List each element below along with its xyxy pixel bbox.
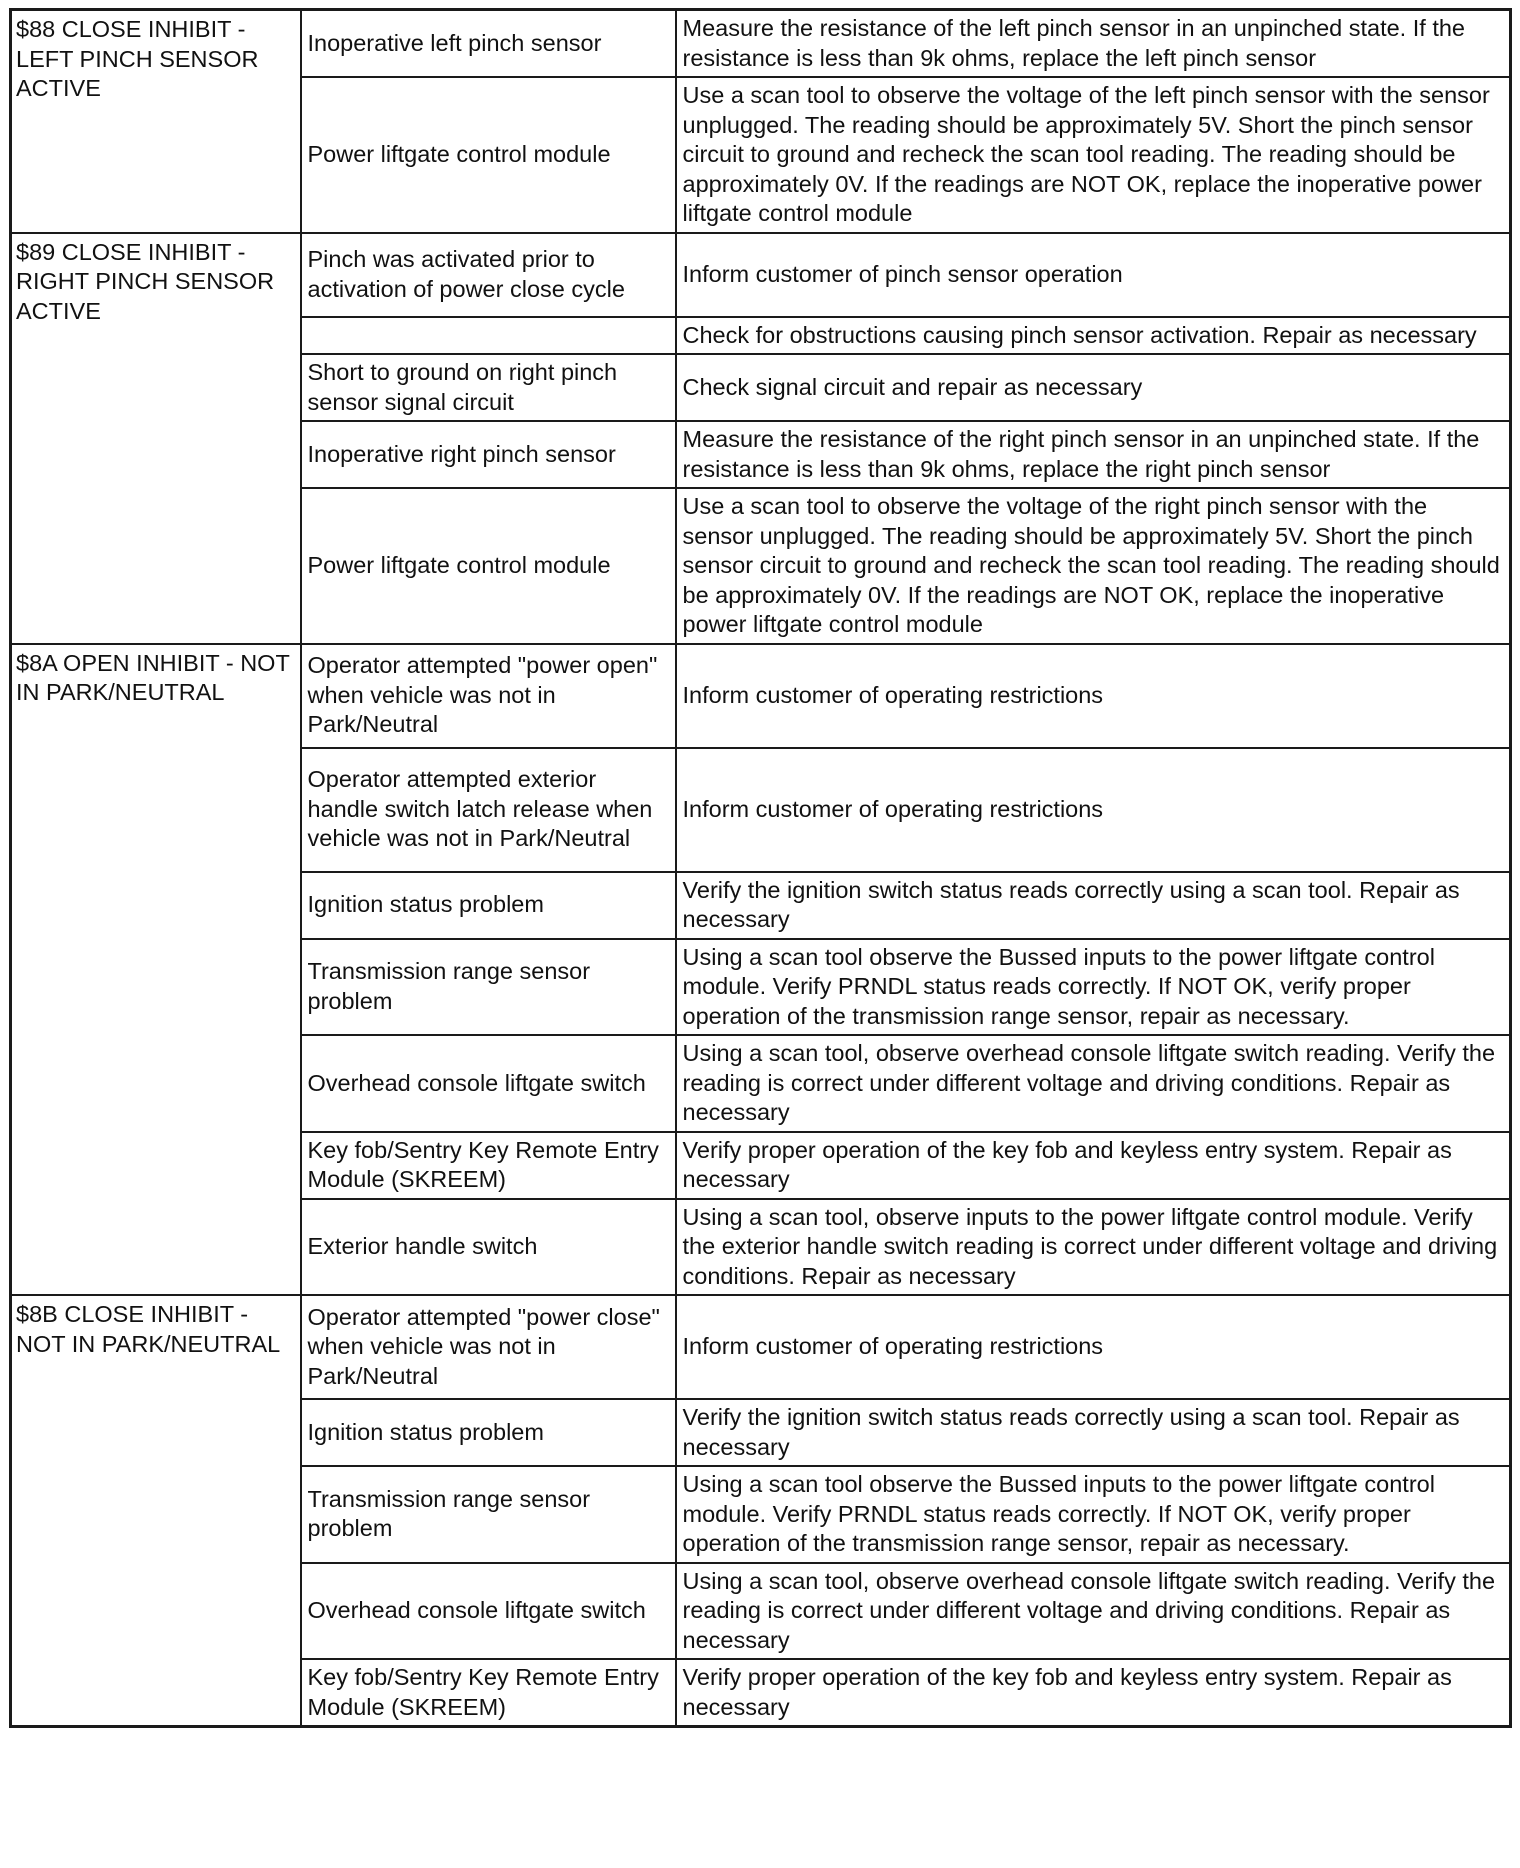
condition-cell: $88 CLOSE INHIBIT - LEFT PINCH SENSOR ACTIVE bbox=[11, 10, 301, 233]
cause-cell bbox=[301, 317, 676, 355]
action-cell: Check for obstructions causing pinch sensor activation. Repair as necessary bbox=[676, 317, 1511, 355]
cause-cell: Key fob/Sentry Key Remote Entry Module (SKREEM) bbox=[301, 1132, 676, 1199]
action-cell: Using a scan tool, observe overhead console liftgate switch reading. Verify the reading is correct under different voltage and driving conditions. Repair as necessary bbox=[676, 1563, 1511, 1660]
action-cell: Use a scan tool to observe the voltage of the right pinch sensor with the sensor unplugged. The reading should be approximately 5V. Short the pinch sensor circuit to ground and recheck the scan tool reading. The reading should be approximately 0V. If the readings are NOT OK, replace the inoperative power liftgate control module bbox=[676, 488, 1511, 644]
action-cell: Verify the ignition switch status reads correctly using a scan tool. Repair as necessary bbox=[676, 1399, 1511, 1466]
table-row bbox=[11, 644, 1511, 748]
cause-cell: Overhead console liftgate switch bbox=[301, 1563, 676, 1660]
action-cell: Inform customer of operating restrictions bbox=[676, 1295, 1511, 1399]
cause-cell: Pinch was activated prior to activation of power close cycle bbox=[301, 233, 676, 317]
table-row bbox=[11, 233, 1511, 317]
action-cell: Measure the resistance of the right pinch sensor in an unpinched state. If the resistance is less than 9k ohms, replace the right pinch sensor bbox=[676, 421, 1511, 488]
condition-cell: $89 CLOSE INHIBIT - RIGHT PINCH SENSOR ACTIVE bbox=[11, 233, 301, 644]
cause-cell: Power liftgate control module bbox=[301, 488, 676, 644]
action-cell: Measure the resistance of the left pinch sensor in an unpinched state. If the resistance is less than 9k ohms, replace the left pinch sensor bbox=[676, 10, 1511, 78]
table-row bbox=[11, 10, 1511, 78]
cause-cell: Key fob/Sentry Key Remote Entry Module (SKREEM) bbox=[301, 1659, 676, 1727]
action-cell: Using a scan tool, observe overhead console liftgate switch reading. Verify the reading is correct under different voltage and driving conditions. Repair as necessary bbox=[676, 1035, 1511, 1132]
action-cell: Inform customer of operating restrictions bbox=[676, 644, 1511, 748]
action-cell: Using a scan tool observe the Bussed inputs to the power liftgate control module. Verify PRNDL status reads correctly. If NOT OK, verify proper operation of the transmission range sensor, repair as necessary. bbox=[676, 939, 1511, 1036]
action-cell: Verify the ignition switch status reads correctly using a scan tool. Repair as necessary bbox=[676, 872, 1511, 939]
cause-cell: Transmission range sensor problem bbox=[301, 939, 676, 1036]
cause-cell: Operator attempted exterior handle switch latch release when vehicle was not in Park/Neutral bbox=[301, 748, 676, 872]
cause-cell: Operator attempted "power close" when vehicle was not in Park/Neutral bbox=[301, 1295, 676, 1399]
cause-cell: Operator attempted "power open" when vehicle was not in Park/Neutral bbox=[301, 644, 676, 748]
condition-cell: $8A OPEN INHIBIT - NOT IN PARK/NEUTRAL bbox=[11, 644, 301, 1296]
diagnostic-table-body bbox=[11, 10, 1511, 1727]
cause-cell: Ignition status problem bbox=[301, 872, 676, 939]
cause-cell: Inoperative left pinch sensor bbox=[301, 10, 676, 78]
action-cell: Inform customer of operating restrictions bbox=[676, 748, 1511, 872]
action-cell: Check signal circuit and repair as necessary bbox=[676, 354, 1511, 421]
action-cell: Using a scan tool, observe inputs to the power liftgate control module. Verify the exterior handle switch reading is correct under different voltage and driving conditions. Repair as necessary bbox=[676, 1199, 1511, 1296]
cause-cell: Power liftgate control module bbox=[301, 77, 676, 233]
action-cell: Using a scan tool observe the Bussed inputs to the power liftgate control module. Verify PRNDL status reads correctly. If NOT OK, verify proper operation of the transmission range sensor, repair as necessary. bbox=[676, 1466, 1511, 1563]
action-cell: Verify proper operation of the key fob and keyless entry system. Repair as necessary bbox=[676, 1132, 1511, 1199]
action-cell: Verify proper operation of the key fob and keyless entry system. Repair as necessary bbox=[676, 1659, 1511, 1727]
diagnostic-table bbox=[9, 8, 1512, 1728]
cause-cell: Overhead console liftgate switch bbox=[301, 1035, 676, 1132]
table-row bbox=[11, 1295, 1511, 1399]
cause-cell: Transmission range sensor problem bbox=[301, 1466, 676, 1563]
condition-cell: $8B CLOSE INHIBIT - NOT IN PARK/NEUTRAL bbox=[11, 1295, 301, 1727]
cause-cell: Exterior handle switch bbox=[301, 1199, 676, 1296]
cause-cell: Short to ground on right pinch sensor signal circuit bbox=[301, 354, 676, 421]
action-cell: Inform customer of pinch sensor operation bbox=[676, 233, 1511, 317]
action-cell: Use a scan tool to observe the voltage of the left pinch sensor with the sensor unplugged. The reading should be approximately 5V. Short the pinch sensor circuit to ground and recheck the scan tool reading. The reading should be approximately 0V. If the readings are NOT OK, replace the inoperative power liftgate control module bbox=[676, 77, 1511, 233]
cause-cell: Ignition status problem bbox=[301, 1399, 676, 1466]
cause-cell: Inoperative right pinch sensor bbox=[301, 421, 676, 488]
